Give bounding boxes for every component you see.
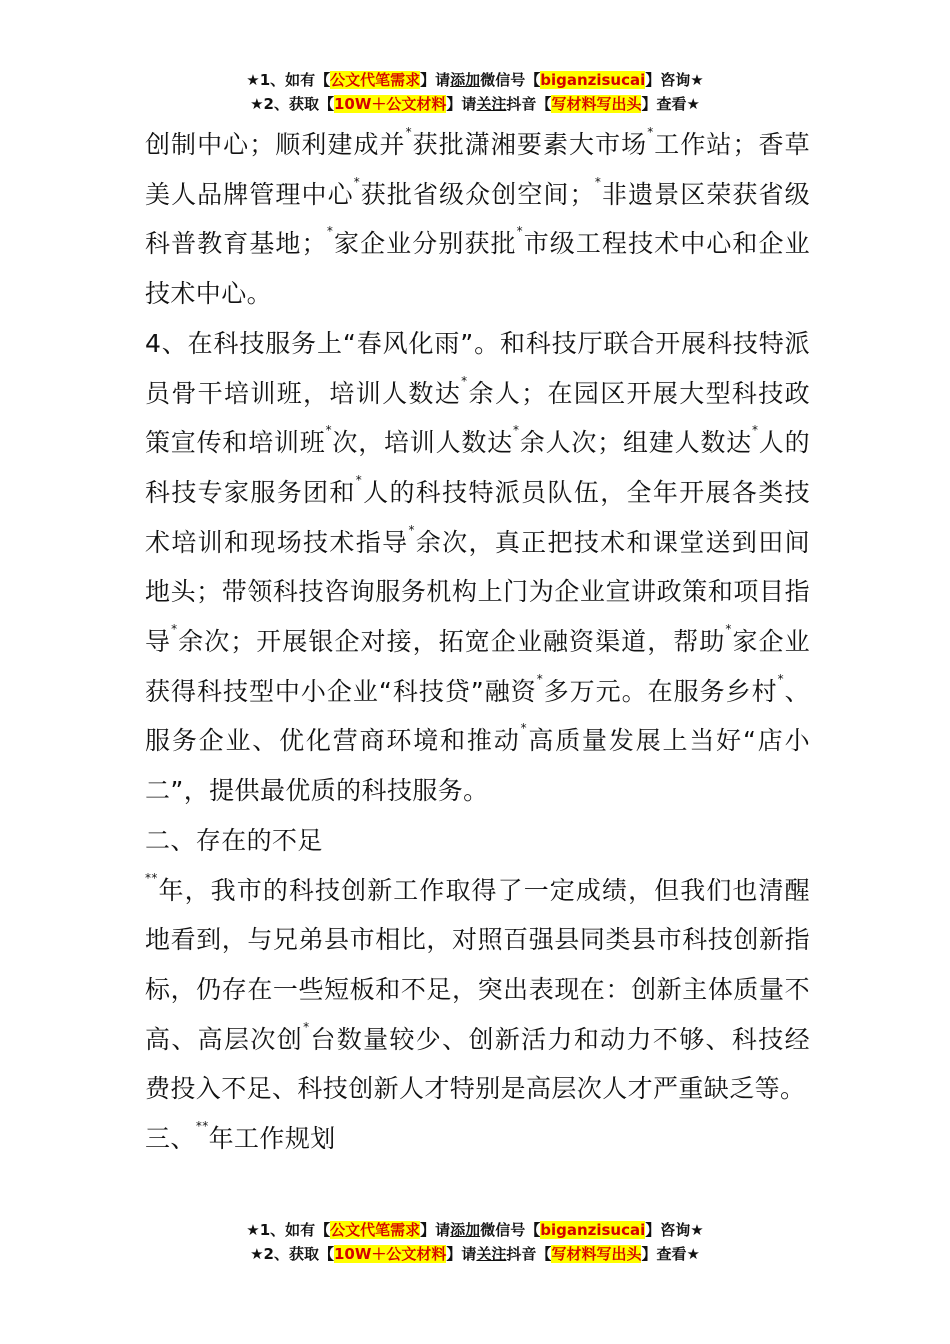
- placeholder-asterisk: *: [777, 671, 784, 686]
- header-banner: [0, 68, 950, 116]
- star-icon: ★: [250, 95, 264, 113]
- banner-text: 1、如有【: [259, 71, 331, 89]
- placeholder-asterisk: *: [751, 423, 759, 438]
- banner-text: 】请: [446, 95, 477, 113]
- banner-text: 2、获取【: [263, 95, 334, 113]
- footer-banner: [0, 1218, 950, 1266]
- banner-text: 2、获取【: [263, 1245, 334, 1263]
- banner-line-1: [0, 68, 950, 92]
- placeholder-asterisk: *: [512, 423, 520, 438]
- placeholder-asterisk: *: [325, 423, 332, 438]
- placeholder-asterisk: *: [195, 1119, 203, 1134]
- underlined-word: 关注: [476, 95, 507, 113]
- paragraph-tech-services: 4、在科技服务上“春风化雨”。和科技厅联合开展科技特派员骨干培训班，培训人数达*余人；在园区开展大型科技政策宣传和培训班*次，培训人数达*余人次；组建人数达*人的科技专家服务团和*人的科技特派员队伍，全年开展各类技术培训和现场技术指导*余次，真正把技术和课堂送到田间地头；带领科技咨询服务机构上门为企业宣讲政策和项目指导*余次；开展银企对接，拓宽企业融资渠道，帮助*家企业获得科技型中小企业“科技贷”融资*多万元。在服务乡村*、服务企业、优化营商环境和推动*高质量发展上当好“店小二”，提供最优质的科技服务。: [145, 328, 810, 806]
- placeholder-asterisk: *: [536, 671, 544, 686]
- banner-text: 微信号【: [480, 71, 541, 89]
- star-icon: ★: [246, 1221, 260, 1239]
- banner-text: 】请: [420, 71, 451, 89]
- placeholder-asterisk: *: [355, 472, 363, 487]
- star-icon: ★: [246, 71, 260, 89]
- placeholder-asterisk: *: [151, 870, 158, 885]
- section-heading-plan: 三、**年工作规划: [145, 1119, 336, 1154]
- banner-text: 】查看: [641, 95, 687, 113]
- placeholder-asterisk: *: [594, 174, 602, 189]
- placeholder-asterisk: *: [405, 125, 413, 139]
- underlined-word: 添加: [450, 71, 481, 89]
- paragraph-achievements-cont: 创制中心；顺利建成并*获批潇湘要素大市场*工作站；香草美人品牌管理中心*获批省级众创空间；*非遗景区荣获省级科普教育基地；*家企业分别获批*市级工程技术中心和企业技术中心。: [145, 125, 811, 309]
- highlight-wechat-id: biganzisucai: [540, 71, 646, 89]
- banner-text: 】查看: [641, 1245, 687, 1263]
- underlined-word: 关注: [476, 1245, 507, 1263]
- section-heading-shortcomings: 二、存在的不足: [145, 825, 323, 855]
- paragraph-shortcomings: **年，我市的科技创新工作取得了一定成绩，但我们也清醒地看到，与兄弟县市相比，对照百强县同类县市科技创新指标，仍存在一些短板和不足，突出表现在：创新主体质量不高、高层次创*台数量较少、创新活力和动力不够、科技经费投入不足、科技创新人才特别是高层次人才严重缺乏等。: [145, 870, 810, 1104]
- placeholder-asterisk: *: [647, 125, 654, 139]
- star-icon: ★: [250, 1245, 264, 1263]
- underlined-word: 添加: [450, 1221, 481, 1239]
- star-icon: ★: [686, 95, 700, 113]
- placeholder-asterisk: *: [725, 622, 732, 637]
- placeholder-asterisk: *: [145, 870, 152, 885]
- placeholder-asterisk: *: [202, 1119, 209, 1134]
- banner-text: 】请: [446, 1245, 477, 1263]
- placeholder-asterisk: *: [303, 1019, 310, 1034]
- highlight-douyin: 写材料写出头: [551, 1245, 642, 1263]
- document-body: [145, 120, 810, 1164]
- banner-text: 抖音【: [506, 1245, 552, 1263]
- banner-text: 1、如有【: [259, 1221, 331, 1239]
- banner-line-1: [0, 1218, 950, 1242]
- placeholder-asterisk: *: [408, 522, 415, 537]
- star-icon: ★: [690, 1221, 704, 1239]
- placeholder-asterisk: *: [520, 721, 527, 736]
- banner-text: 抖音【: [506, 95, 552, 113]
- placeholder-asterisk: *: [326, 224, 334, 239]
- banner-text: 】咨询: [645, 1221, 691, 1239]
- banner-text: 】请: [420, 1221, 451, 1239]
- highlight-materials: 10W＋公文材料: [333, 95, 447, 113]
- highlight-douyin: 写材料写出头: [551, 95, 642, 113]
- star-icon: ★: [690, 71, 704, 89]
- banner-text: 微信号【: [480, 1221, 541, 1239]
- highlight-wechat-id: biganzisucai: [540, 1221, 646, 1239]
- highlight-materials: 10W＋公文材料: [333, 1245, 447, 1263]
- placeholder-asterisk: *: [353, 174, 361, 189]
- highlight-service: 公文代笔需求: [330, 71, 421, 89]
- placeholder-asterisk: *: [516, 224, 524, 239]
- placeholder-asterisk: *: [171, 622, 178, 637]
- highlight-service: 公文代笔需求: [330, 1221, 421, 1239]
- banner-line-2: [0, 92, 950, 116]
- placeholder-asterisk: *: [461, 373, 468, 388]
- banner-text: 】咨询: [645, 71, 691, 89]
- star-icon: ★: [686, 1245, 700, 1263]
- banner-line-2: [0, 1242, 950, 1266]
